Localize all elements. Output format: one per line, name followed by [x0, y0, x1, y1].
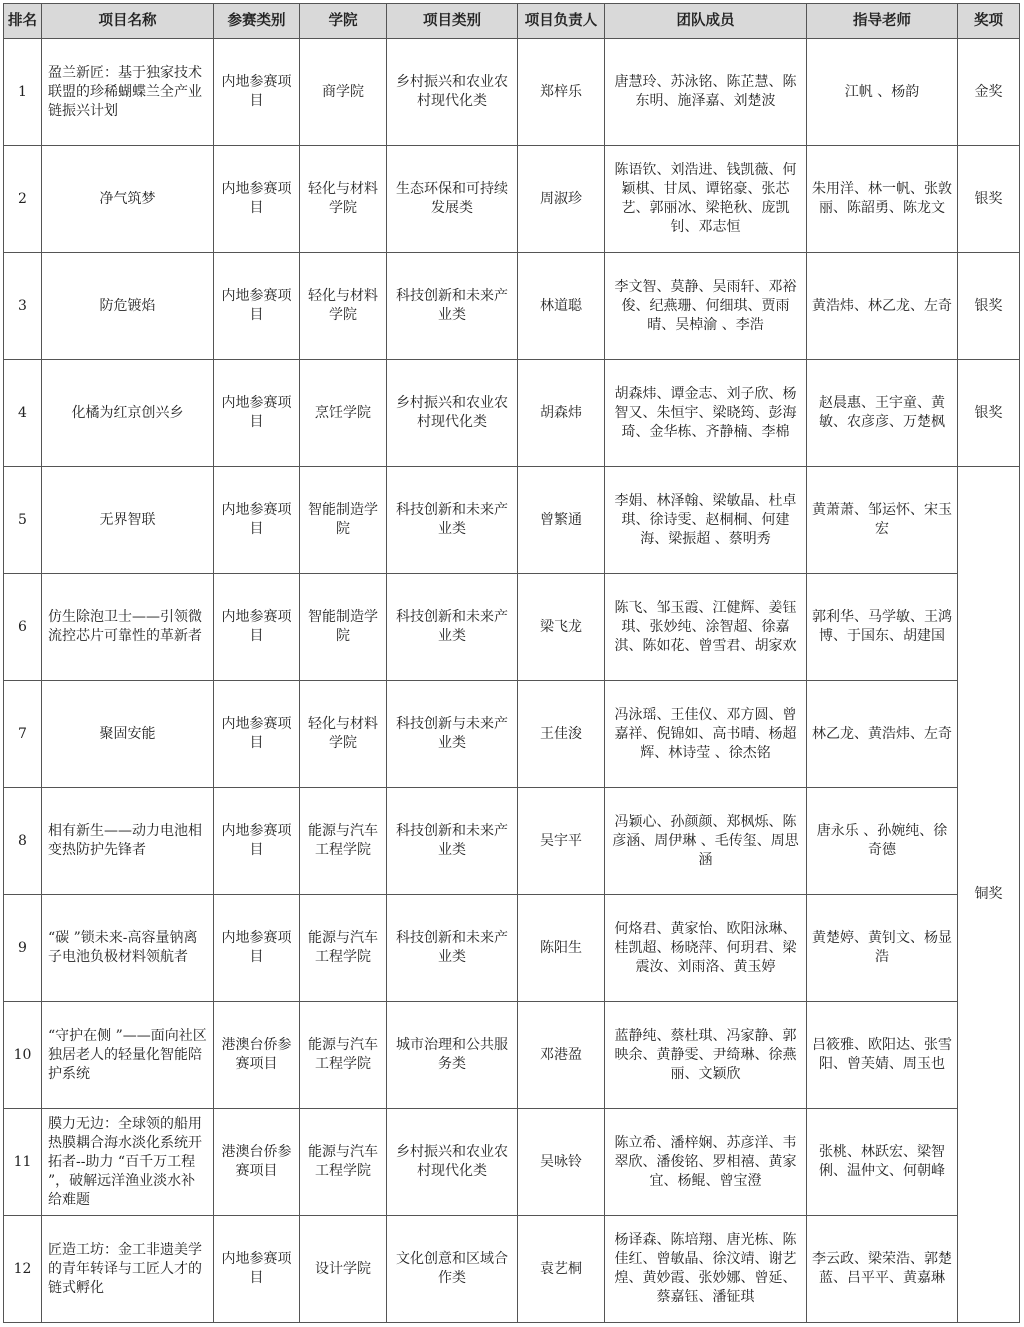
header-category: 项目类别 — [387, 4, 518, 39]
track-cell: 内地参赛项目 — [214, 681, 300, 788]
rank-cell: 1 — [4, 39, 42, 146]
members-cell: 陈语钦、刘浩进、钱凯薇、何颖棋、甘凤、谭铭豪、张芯艺、郭丽冰、梁艳秋、庞凯钊、邓志恒 — [605, 146, 807, 253]
members-cell: 胡森炜、谭金志、刘子欣、杨智又、朱恒宇、梁晓筠、彭海琦、金华栋、齐静楠、李棉 — [605, 360, 807, 467]
table-row — [4, 1216, 1020, 1323]
advisors-cell: 吕筱雅、欧阳达、张雪阳、曾芙婧、周玉也 — [807, 1002, 958, 1109]
school-cell: 商学院 — [300, 39, 387, 146]
advisors-cell: 黄楚婷、黄钊文、杨显浩 — [807, 895, 958, 1002]
leader-cell: 邓港盈 — [518, 1002, 605, 1109]
project-name-cell: 防危镀焰 — [42, 253, 214, 360]
rank-cell: 5 — [4, 467, 42, 574]
track-cell: 内地参赛项目 — [214, 146, 300, 253]
table-row — [4, 467, 1020, 574]
rank-cell: 11 — [4, 1109, 42, 1216]
track-cell: 内地参赛项目 — [214, 253, 300, 360]
leader-cell: 梁飞龙 — [518, 574, 605, 681]
project-name-cell: “碳 ”锁未来-高容量钠离子电池负极材料领航者 — [42, 895, 214, 1002]
award-cell: 金奖 — [958, 39, 1020, 146]
category-cell: 文化创意和区域合作类 — [387, 1216, 518, 1323]
advisors-cell: 张桃、林跃宏、梁智俐、温仲文、何朝峰 — [807, 1109, 958, 1216]
project-name-cell: 相有新生——动力电池相变热防护先锋者 — [42, 788, 214, 895]
track-cell: 内地参赛项目 — [214, 39, 300, 146]
header-project-name: 项目名称 — [42, 4, 214, 39]
category-cell: 科技创新与未来产业类 — [387, 681, 518, 788]
leader-cell: 王佳浚 — [518, 681, 605, 788]
members-cell: 陈飞、邹玉霞、江健辉、姜钰琪、张妙纯、涂智超、徐嘉淇、陈如花、曾雪君、胡家欢 — [605, 574, 807, 681]
table-row — [4, 360, 1020, 467]
school-cell: 智能制造学院 — [300, 467, 387, 574]
advisors-cell: 江帆 、杨韵 — [807, 39, 958, 146]
header-track: 参赛类别 — [214, 4, 300, 39]
members-cell: 冯泳瑶、王佳仪、邓方圆、曾嘉祥、倪锦如、高书晴、杨超辉、林诗莹 、徐杰铭 — [605, 681, 807, 788]
advisors-cell: 赵晨惠、王宇童、黄敏、农彦彦、万楚枫 — [807, 360, 958, 467]
header-rank: 排名 — [4, 4, 42, 39]
leader-cell: 吴宇平 — [518, 788, 605, 895]
rank-cell: 6 — [4, 574, 42, 681]
leader-cell: 陈阳生 — [518, 895, 605, 1002]
header-award: 奖项 — [958, 4, 1020, 39]
advisors-cell: 黄萧萧、邹运怀、宋玉宏 — [807, 467, 958, 574]
rank-cell: 10 — [4, 1002, 42, 1109]
category-cell: 科技创新和未来产业类 — [387, 253, 518, 360]
table-row — [4, 681, 1020, 788]
category-cell: 乡村振兴和农业农村现代化类 — [387, 360, 518, 467]
track-cell: 内地参赛项目 — [214, 1216, 300, 1323]
category-cell: 科技创新和未来产业类 — [387, 574, 518, 681]
advisors-cell: 朱用洋、林一帆、张敦丽、陈韶勇、陈龙文 — [807, 146, 958, 253]
header-row — [4, 4, 1020, 39]
school-cell: 能源与汽车工程学院 — [300, 895, 387, 1002]
project-name-cell: 无界智联 — [42, 467, 214, 574]
table-row — [4, 574, 1020, 681]
members-cell: 蓝静纯、蔡杜琪、冯家静、郭映余、黄静雯、尹绮琳、徐燕丽、文颖欣 — [605, 1002, 807, 1109]
advisors-cell: 李云政、梁荣浩、郭楚蓝、吕平平、黄嘉琳 — [807, 1216, 958, 1323]
members-cell: 李文智、莫静、吴雨轩、邓裕俊、纪燕珊、何细琪、贾雨晴、吴棹渝 、李浩 — [605, 253, 807, 360]
table-row — [4, 1109, 1020, 1216]
award-cell: 银奖 — [958, 146, 1020, 253]
leader-cell: 郑梓乐 — [518, 39, 605, 146]
members-cell: 冯颖心、孙颜颜、郑枫烁、陈彦涵、周伊琳 、毛传玺、周思涵 — [605, 788, 807, 895]
project-name-cell: 膜力无边：全球领的船用热膜耦合海水淡化系统开拓者--助力 “百千万工程 ”，破解远洋渔业淡水补给难题 — [42, 1109, 214, 1216]
award-cell-merged: 铜奖 — [958, 467, 1020, 1323]
advisors-cell: 郭利华、马学敏、王鸿博、于国东、胡建国 — [807, 574, 958, 681]
rank-cell: 8 — [4, 788, 42, 895]
track-cell: 内地参赛项目 — [214, 895, 300, 1002]
school-cell: 轻化与材料学院 — [300, 681, 387, 788]
track-cell: 港澳台侨参赛项目 — [214, 1109, 300, 1216]
table-row — [4, 253, 1020, 360]
school-cell: 能源与汽车工程学院 — [300, 1109, 387, 1216]
members-cell: 杨译森、陈培翔、唐光栋、陈佳红、曾敏晶、徐汶靖、谢艺煌、黄妙霞、张妙娜、曾延、蔡嘉钰、潘钲琪 — [605, 1216, 807, 1323]
members-cell: 唐慧玲、苏泳铭、陈芷慧、陈东明、施泽嘉、刘楚波 — [605, 39, 807, 146]
table-row — [4, 39, 1020, 146]
rank-cell: 4 — [4, 360, 42, 467]
school-cell: 轻化与材料学院 — [300, 146, 387, 253]
leader-cell: 吴咏铃 — [518, 1109, 605, 1216]
school-cell: 能源与汽车工程学院 — [300, 1002, 387, 1109]
rank-cell: 7 — [4, 681, 42, 788]
track-cell: 内地参赛项目 — [214, 574, 300, 681]
leader-cell: 曾繁通 — [518, 467, 605, 574]
rank-cell: 9 — [4, 895, 42, 1002]
table-row — [4, 1002, 1020, 1109]
track-cell: 内地参赛项目 — [214, 467, 300, 574]
rank-cell: 2 — [4, 146, 42, 253]
leader-cell: 袁艺桐 — [518, 1216, 605, 1323]
rank-cell: 12 — [4, 1216, 42, 1323]
members-cell: 陈立希、潘梓娴、苏彦洋、韦翠欣、潘俊铭、罗相禧、黄家宜、杨鲲、曾宝澄 — [605, 1109, 807, 1216]
school-cell: 轻化与材料学院 — [300, 253, 387, 360]
category-cell: 科技创新和未来产业类 — [387, 895, 518, 1002]
header-school: 学院 — [300, 4, 387, 39]
leader-cell: 胡森炜 — [518, 360, 605, 467]
project-name-cell: 化橘为红京创兴乡 — [42, 360, 214, 467]
category-cell: 生态环保和可持续发展类 — [387, 146, 518, 253]
project-name-cell: 仿生除泡卫士——引领微流控芯片可靠性的革新者 — [42, 574, 214, 681]
category-cell: 城市治理和公共服务类 — [387, 1002, 518, 1109]
track-cell: 内地参赛项目 — [214, 788, 300, 895]
school-cell: 设计学院 — [300, 1216, 387, 1323]
school-cell: 烹饪学院 — [300, 360, 387, 467]
table-row — [4, 146, 1020, 253]
school-cell: 智能制造学院 — [300, 574, 387, 681]
awards-table — [3, 3, 1020, 1323]
category-cell: 乡村振兴和农业农村现代化类 — [387, 39, 518, 146]
track-cell: 港澳台侨参赛项目 — [214, 1002, 300, 1109]
members-cell: 何烙君、黄家怡、欧阳泳琳、桂凯超、杨晓萍、何玥君、梁震汝、刘雨洛、黄玉婷 — [605, 895, 807, 1002]
leader-cell: 林道聪 — [518, 253, 605, 360]
header-advisors: 指导老师 — [807, 4, 958, 39]
table-row — [4, 788, 1020, 895]
award-cell: 银奖 — [958, 360, 1020, 467]
advisors-cell: 黄浩炜、林乙龙、左奇 — [807, 253, 958, 360]
project-name-cell: 盈兰新匠：基于独家技术联盟的珍稀蝴蝶兰全产业链振兴计划 — [42, 39, 214, 146]
rank-cell: 3 — [4, 253, 42, 360]
header-members: 团队成员 — [605, 4, 807, 39]
category-cell: 乡村振兴和农业农村现代化类 — [387, 1109, 518, 1216]
award-cell: 银奖 — [958, 253, 1020, 360]
category-cell: 科技创新和未来产业类 — [387, 788, 518, 895]
header-leader: 项目负责人 — [518, 4, 605, 39]
project-name-cell: 净气筑梦 — [42, 146, 214, 253]
advisors-cell: 林乙龙、黄浩炜、左奇 — [807, 681, 958, 788]
project-name-cell: 聚固安能 — [42, 681, 214, 788]
school-cell: 能源与汽车工程学院 — [300, 788, 387, 895]
table-row — [4, 895, 1020, 1002]
members-cell: 李娟、林泽翰、梁敏晶、杜卓琪、徐诗雯、赵桐桐、何建海、梁振超 、蔡明秀 — [605, 467, 807, 574]
advisors-cell: 唐永乐 、孙婉纯、徐奇德 — [807, 788, 958, 895]
project-name-cell: 匠造工坊：金工非遗美学的青年转译与工匠人才的链式孵化 — [42, 1216, 214, 1323]
track-cell: 内地参赛项目 — [214, 360, 300, 467]
category-cell: 科技创新和未来产业类 — [387, 467, 518, 574]
leader-cell: 周淑珍 — [518, 146, 605, 253]
project-name-cell: “守护在侧 ”——面向社区独居老人的轻量化智能陪护系统 — [42, 1002, 214, 1109]
